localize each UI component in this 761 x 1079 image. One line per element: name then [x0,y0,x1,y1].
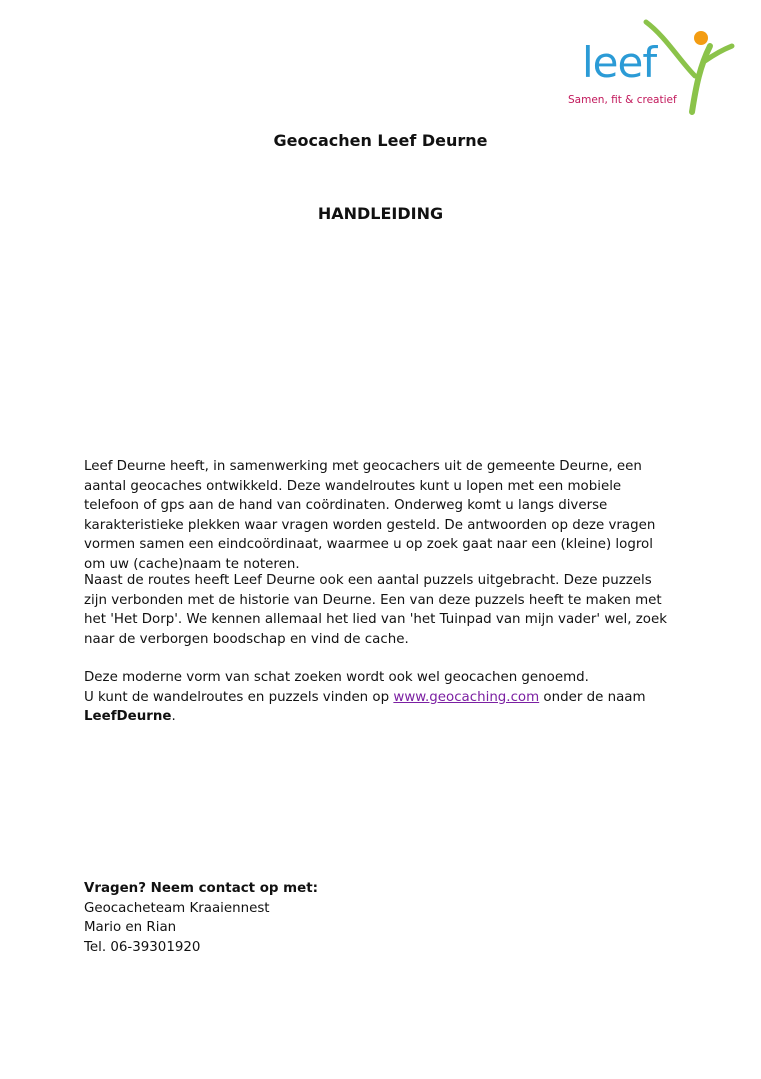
info-paragraph [84,668,674,727]
document-subtitle: HANDLEIDING [317,204,444,223]
contact-phone: Tel. 06-39301920 [84,939,201,955]
info-text-before-link: U kunt de wandelroutes en puzzels vinden op [84,689,394,705]
contact-heading: Vragen? Neem contact op met: [84,881,318,896]
logo-tagline: Samen, fit & creatief [568,94,677,106]
contact-team: Geocacheteam Kraaiennest [84,900,270,916]
contact-names: Mario en Rian [84,920,177,936]
account-name: LeefDeurne [84,709,172,725]
logo-wordmark: leef [582,38,657,87]
info-line-1: Deze moderne vorm van schat zoeken wordt ook wel geocachen genoemd. [84,670,589,685]
puzzles-paragraph: Naast de routes heeft Leef Deurne ook een aantal puzzels uitgebracht. Deze puzzels zijn verbonden met de historie van Deurne. Een van deze puzzels heeft te maken met het 'Het Dorp'. We kennen allemaal het lied van 'het Tuinpad van mijn vader' wel, zoek naar de verborgen boodschap en vind de cache. [84,573,667,647]
contact-block [84,879,484,957]
geocaching-link[interactable]: www.geocaching.com [393,689,540,705]
intro-paragraph: Leef Deurne heeft, in samenwerking met geocachers uit de gemeente Deurne, een aantal geocaches ontwikkeld. Deze wandelroutes kunt u lopen met een mobiele telefoon of gps aan de hand van coördinaten. Onderweg komt u langs diverse karakteristieke plekken waar vragen worden gesteld. De antwoorden op deze vragen vormen samen een eindcoördinaat, waarmee u op zoek gaat naar een (kleine) logrol om uw (cache)naam te noteren. [84,459,656,572]
leef-logo [560,16,740,116]
document-title: Geocachen Leef Deurne [273,131,488,150]
info-text-after-link: onder de naam [539,689,646,705]
info-end: . [171,709,176,725]
